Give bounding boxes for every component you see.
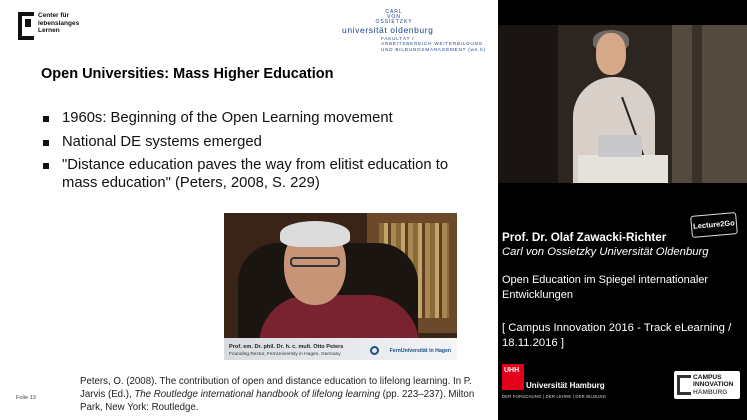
uol-faculty-line: UND BILDUNGSMANAGEMENT (we.b) bbox=[381, 46, 486, 52]
uol-logo-small-line: VON bbox=[387, 14, 401, 20]
campus-logo-line: CAMPUS bbox=[693, 374, 722, 381]
talk-title: Open Education im Spiegel internationaler Entwicklungen bbox=[502, 274, 709, 301]
presenter-head-graphic bbox=[596, 33, 626, 75]
lecture2go-label: Lecture2Go bbox=[692, 218, 736, 231]
slide-title: Open Universities: Mass Higher Education bbox=[41, 66, 334, 82]
lecture-info-panel bbox=[498, 0, 747, 420]
campus-innovation-icon bbox=[677, 375, 691, 395]
reference-citation bbox=[80, 375, 492, 414]
uol-faculty-line: FAKULTÄT I bbox=[381, 36, 415, 41]
campus-logo-line: HAMBURG bbox=[693, 388, 728, 396]
cfl-logo-mark bbox=[18, 12, 34, 40]
video-caption-role: Founding Rector, FernUniversity in Hagen, Germany bbox=[229, 352, 341, 357]
cfl-logo-line: Lernen bbox=[38, 27, 60, 34]
uhh-logo-mark bbox=[502, 364, 524, 390]
university-oldenburg-logo bbox=[342, 8, 498, 52]
slide-number: Folie 13 bbox=[16, 395, 36, 401]
uol-faculty-line: ARBEITSBEREICH WEITERBILDUNG bbox=[381, 41, 484, 47]
campus-innovation-logo bbox=[674, 371, 740, 399]
uhh-name: Universität Hamburg bbox=[526, 381, 605, 390]
video-institution-label: FernUniversität in Hagen bbox=[389, 348, 451, 354]
uhh-logo-text: UHH bbox=[504, 367, 520, 374]
embedded-video-still bbox=[224, 213, 457, 360]
uni-hamburg-logo bbox=[502, 364, 627, 410]
podium-graphic bbox=[578, 155, 668, 183]
camera-background bbox=[692, 25, 702, 183]
bullet-list bbox=[40, 110, 480, 198]
bullet-item: 1960s: Beginning of the Open Learning movement bbox=[40, 110, 480, 128]
fernuni-logo-icon bbox=[370, 346, 379, 355]
glasses-graphic bbox=[290, 257, 340, 267]
citation-text: Peters, O. (2008). The contribution of open and distance education to lifelong learning. In P. Jarvis (Ed.), bbox=[80, 376, 472, 400]
uol-logo-name: universität oldenburg bbox=[342, 25, 434, 35]
cfl-logo bbox=[18, 12, 79, 40]
uol-logo-small-line: OSSIETZKY bbox=[375, 19, 413, 25]
citation-book-title: The Routledge international handbook of lifelong learning bbox=[134, 389, 380, 400]
laptop-icon bbox=[598, 135, 642, 157]
bullet-item: "Distance education paves the way from elitist education to mass education" (Peters, 2008, S. 229) bbox=[40, 157, 480, 192]
citation-text: (pp. 223–237). Milton Park, New York: Routledge. bbox=[80, 389, 475, 413]
speaker-hair-graphic bbox=[280, 221, 350, 247]
bullet-item: National DE systems emerged bbox=[40, 134, 480, 152]
camera-background bbox=[672, 25, 747, 183]
speaker-affiliation: Carl von Ossietzky Universität Oldenburg bbox=[502, 246, 709, 258]
video-caption-name: Prof. em. Dr. phil. Dr. h. c. mult. Otto Peters bbox=[229, 344, 344, 350]
camera-background bbox=[498, 25, 558, 183]
cfl-logo-line: lebenslanges bbox=[38, 19, 80, 27]
speaker-name: Prof. Dr. Olaf Zawacki-Richter bbox=[502, 231, 667, 244]
speaker-camera-feed bbox=[498, 25, 747, 183]
cfl-logo-line: Center für bbox=[38, 12, 70, 19]
uol-logo-small-line: CARL bbox=[385, 9, 403, 15]
lecture2go-logo bbox=[690, 212, 738, 238]
event-info: [ Campus Innovation 2016 - Track eLearning / 18.11.2016 ] bbox=[502, 322, 732, 349]
campus-logo-line: INNOVATION bbox=[693, 381, 734, 389]
uhh-tagline: DER FORSCHUNG | DER LEHRE | DER BILDUNG bbox=[502, 394, 607, 399]
